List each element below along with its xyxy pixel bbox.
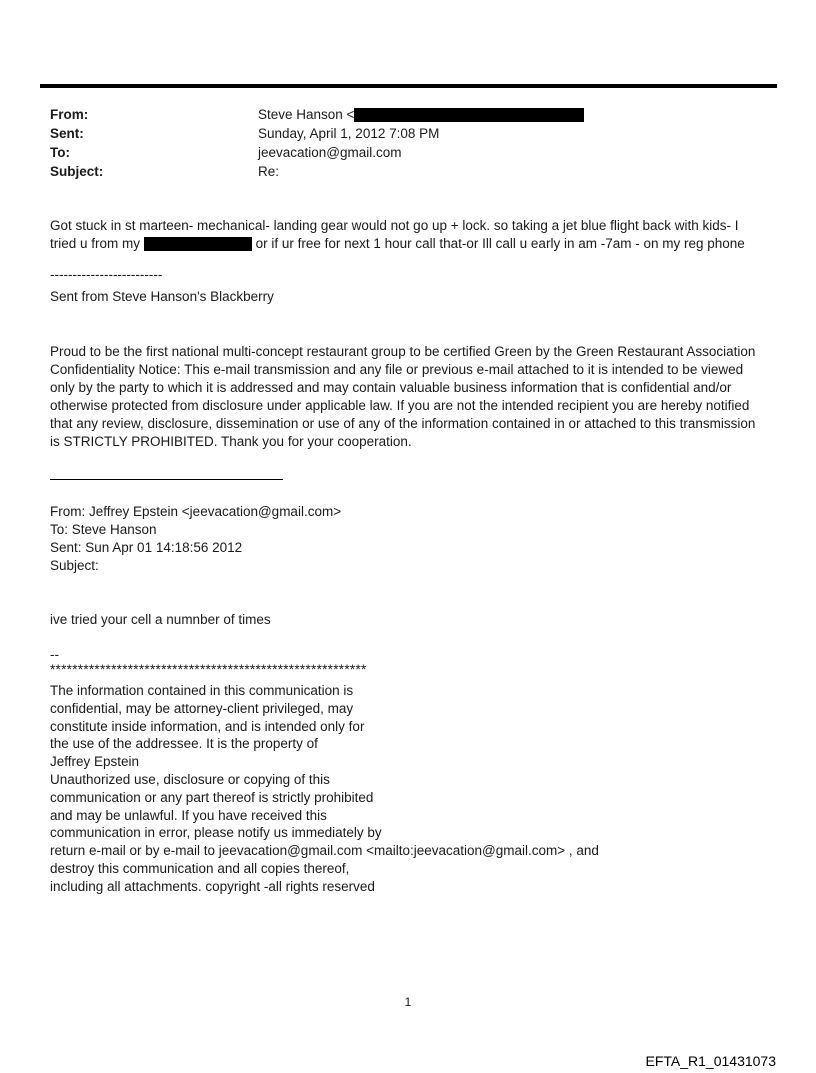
subject-value: Re: <box>258 164 280 179</box>
quoted-sent-line: Sent: Sun Apr 01 14:18:56 2012 <box>50 540 243 555</box>
disclaimer-line: The information contained in this communication is <box>50 683 354 698</box>
to-value: jeevacation@gmail.com <box>258 145 402 160</box>
signature-divider: ------------------------- <box>50 267 163 282</box>
disclaimer-line: Unauthorized use, disclosure or copying of this <box>50 771 330 787</box>
confidentiality-notice: Proud to be the first national multi-concept restaurant group to be certified Green by the Green Restaurant Association Confidentiality Notice: This e-mail transmission and any file or previous e-mail attached to it is intended to be viewed only by the party to which it is addressed and may contain valuable business information that is confidential and/or otherwise protected from disclosure under applicable law. If you are not the intended recipient you are hereby notified that any review, disclosure, dissemination or use of any of the information contained in or attached to this transmission is STRICTLY PROHIBITED. Thank you for your cooperation. <box>50 344 756 449</box>
message-separator <box>50 479 283 480</box>
subject-label: Subject: <box>50 164 104 179</box>
to-label: To: <box>50 145 70 160</box>
quoted-sig-dashes: -- <box>50 647 59 662</box>
quoted-message-text: ive tried your cell a numnber of times <box>50 612 271 627</box>
quoted-to-line: To: Steve Hanson <box>50 522 157 537</box>
message-text-after: or if ur free for next 1 hour call that-or Ill call u early in am -7am - on my reg phone <box>255 236 745 251</box>
disclaimer-line: constitute inside information, and is intended only for <box>50 718 365 734</box>
disclaimer-line: including all attachments. copyright -all rights reserved <box>50 878 375 894</box>
header-row-from <box>50 105 770 124</box>
redaction-bar-email <box>354 108 584 122</box>
blackberry-signature: Sent from Steve Hanson's Blackberry <box>50 289 274 304</box>
from-value <box>258 105 770 124</box>
message-paragraph <box>50 217 768 253</box>
disclaimer-line: communication or any part thereof is strictly prohibited <box>50 789 374 805</box>
bates-number: EFTA_R1_01431073 <box>645 1053 776 1069</box>
message-text-before: Got stuck in st marteen- mechanical- landing gear would not go up + lock. so taking a jet blue flight back with kids- I tried u from my <box>50 218 739 251</box>
from-label: From: <box>50 107 89 122</box>
disclaimer-line: communication in error, please notify us immediately by <box>50 825 382 841</box>
header-rule <box>40 84 777 88</box>
disclaimer-line: return e-mail or by e-mail to jeevacation@gmail.com <mailto:jeevacation@gmail.com> , and <box>50 843 599 859</box>
disclaimer-line: destroy this communication and all copies thereof, <box>50 860 350 876</box>
disclaimer-line: confidential, may be attorney-client privileged, may <box>50 700 354 716</box>
disclaimer-line: the use of the addressee. It is the property of <box>50 736 318 752</box>
header-row-subject <box>50 162 770 181</box>
header-row-sent <box>50 124 770 143</box>
sent-label: Sent: <box>50 126 84 141</box>
disclaimer-asterisk-rule: ********************************************************* <box>50 662 367 677</box>
disclaimer-line: and may be unlawful. If you have received this <box>50 807 327 823</box>
quoted-email-header <box>50 503 768 575</box>
quoted-subject-line: Subject: <box>50 558 99 573</box>
header-row-to <box>50 143 770 162</box>
redaction-bar-phone <box>144 237 252 251</box>
disclaimer-line: Jeffrey Epstein <box>50 754 140 770</box>
sent-value: Sunday, April 1, 2012 7:08 PM <box>258 126 440 141</box>
page-number: 1 <box>404 995 412 1009</box>
legal-disclaimer <box>50 682 768 896</box>
email-header <box>50 105 770 181</box>
from-value-text: Steve Hanson < <box>258 107 355 122</box>
quoted-from-line: From: Jeffrey Epstein <jeevacation@gmail.com> <box>50 504 342 519</box>
